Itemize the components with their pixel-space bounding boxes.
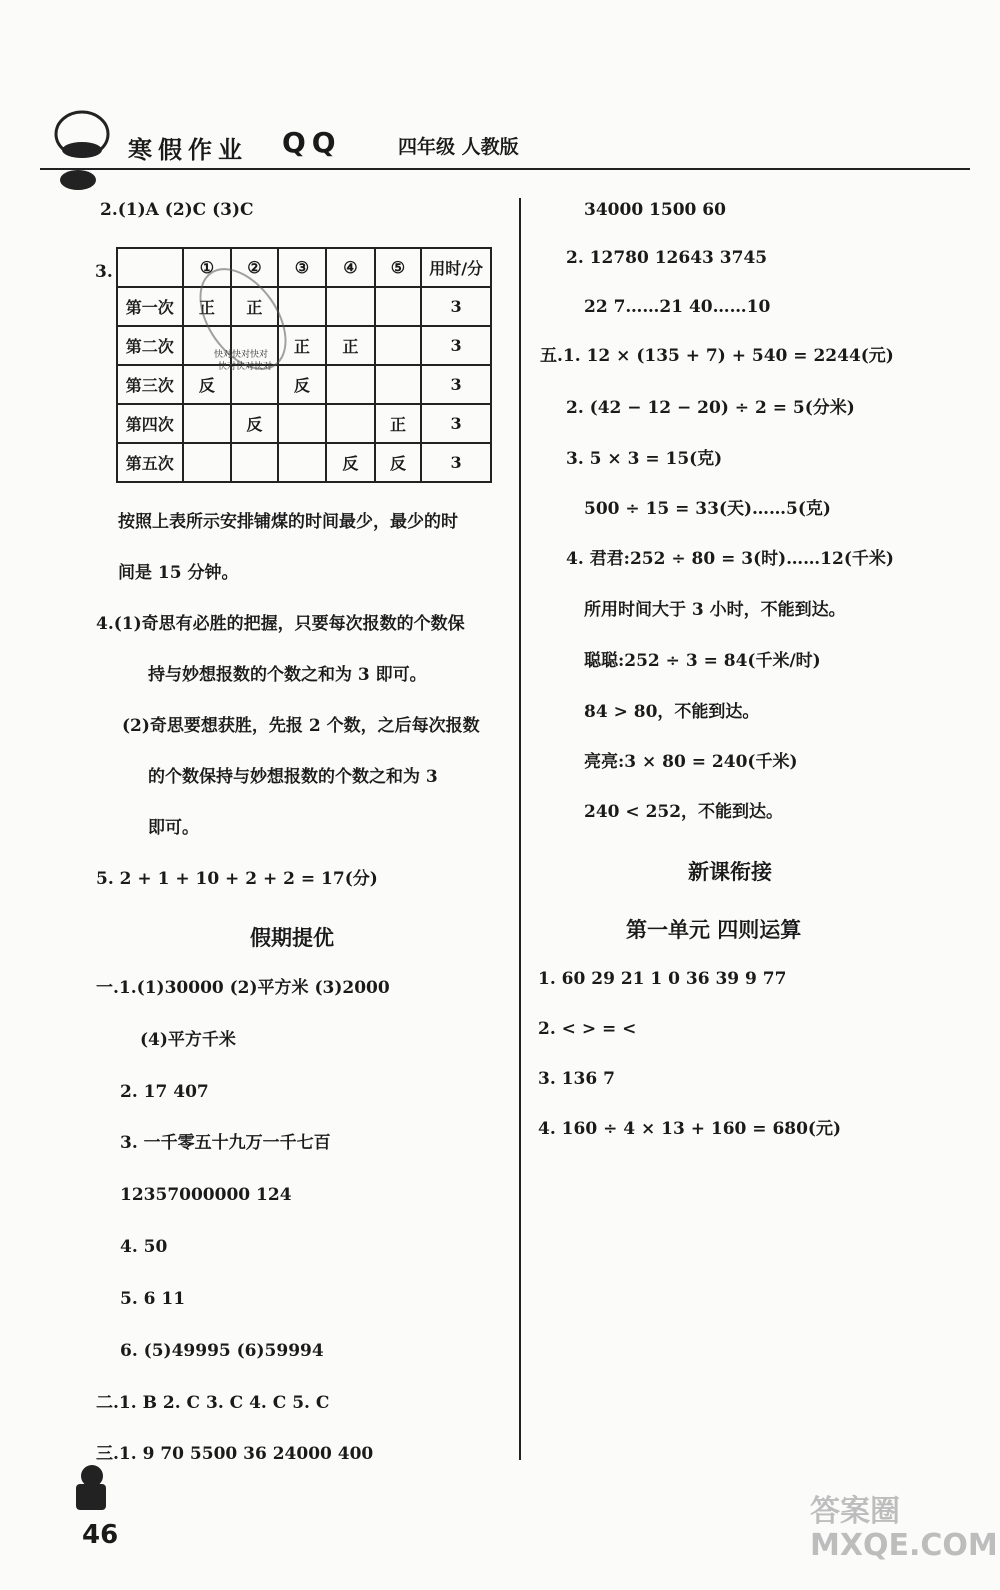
table-cell xyxy=(326,404,374,443)
header-rule xyxy=(40,168,970,170)
table-cell xyxy=(117,248,183,287)
series-title: 寒假作业 xyxy=(128,136,248,164)
table-cell: 第五次 xyxy=(117,443,183,482)
table-header-row xyxy=(117,248,491,287)
answer-line: 5. 2 + 1 + 10 + 2 + 2 = 17(分) xyxy=(96,869,378,889)
table-cell xyxy=(278,404,326,443)
table-cell: 第三次 xyxy=(117,365,183,404)
footer-figure xyxy=(70,1462,110,1512)
answer-line: 2. 12780 12643 3745 xyxy=(566,248,768,268)
table-cell: ④ xyxy=(326,248,374,287)
answer-line: 4. 160 ÷ 4 × 13 + 160 = 680(元) xyxy=(538,1119,842,1139)
header-logo xyxy=(48,100,116,192)
table-cell xyxy=(231,443,278,482)
answer-line: 持与妙想报数的个数之和为 3 即可。 xyxy=(148,665,427,685)
answer-line: 3. 一千零五十九万一千七百 xyxy=(120,1133,331,1153)
table-cell: ③ xyxy=(278,248,326,287)
answer-line: 3. 136 7 xyxy=(538,1069,615,1089)
table-cell xyxy=(375,287,422,326)
answer-line: 34000 1500 60 xyxy=(584,200,726,220)
table-cell: 反 xyxy=(231,404,278,443)
section-title-holiday: 假期提优 xyxy=(250,926,334,950)
table-cell: 反 xyxy=(278,365,326,404)
answer-line: 二.1. B 2. C 3. C 4. C 5. C xyxy=(96,1393,330,1413)
table-cell: 正 xyxy=(375,404,422,443)
answer-line: 3. 5 × 3 = 15(克) xyxy=(566,449,723,469)
table-cell: ① xyxy=(183,248,231,287)
answer-line: 一.1.(1)30000 (2)平方米 (3)2000 xyxy=(96,978,390,998)
unit-title: 第一单元 四则运算 xyxy=(626,918,802,942)
table-cell: 正 xyxy=(326,326,374,365)
answer-line: 12357000000 124 xyxy=(120,1185,292,1205)
answer-line: 500 ÷ 15 = 33(天)……5(克) xyxy=(584,499,831,519)
column-divider xyxy=(519,198,521,1460)
table-cell xyxy=(183,404,231,443)
stamp-text: 快对快对快对 xyxy=(214,350,269,360)
answer-line: 5. 6 11 xyxy=(120,1289,186,1309)
answer-line: 按照上表所示安排铺煤的时间最少，最少的时 xyxy=(118,512,458,532)
table-cell: ⑤ xyxy=(375,248,422,287)
answer-line: 6. (5)49995 (6)59994 xyxy=(120,1341,324,1361)
watermark-logo: 答案圈 MXQE.COM xyxy=(810,1494,998,1563)
table-cell: 正 xyxy=(183,287,231,326)
answer-q3-label: 3. xyxy=(95,262,113,282)
answer-line: 4. 君君:252 ÷ 80 = 3(时)……12(千米) xyxy=(566,549,894,569)
table-row xyxy=(117,287,491,326)
answer-q2: 2.(1)A (2)C (3)C xyxy=(100,200,254,220)
table-cell: 第一次 xyxy=(117,287,183,326)
table-cell xyxy=(278,287,326,326)
answer-line: 2. (42 − 12 − 20) ÷ 2 = 5(分米) xyxy=(566,398,855,418)
answer-line: 22 7……21 40……10 xyxy=(584,297,771,317)
answer-line: 即可。 xyxy=(148,818,199,838)
table-cell: 反 xyxy=(326,443,374,482)
answer-line: 五.1. 12 × (135 + 7) + 540 = 2244(元) xyxy=(540,346,894,366)
table-cell xyxy=(326,365,374,404)
section-title-new-course: 新课衔接 xyxy=(688,860,772,884)
schedule-table xyxy=(116,247,492,483)
table-cell xyxy=(375,326,422,365)
page-number: 46 xyxy=(82,1520,119,1550)
table-row xyxy=(117,326,491,365)
answer-line: 1. 60 29 21 1 0 36 39 9 77 xyxy=(538,969,787,989)
table-cell: 第四次 xyxy=(117,404,183,443)
table-cell: 用时/分 xyxy=(421,248,491,287)
answer-line: 三.1. 9 70 5500 36 24000 400 xyxy=(96,1444,374,1464)
answer-line: (4)平方千米 xyxy=(140,1030,236,1050)
table-cell xyxy=(375,365,422,404)
answer-line: 亮亮:3 × 80 = 240(千米) xyxy=(584,752,798,772)
answer-line: 2. < > = < xyxy=(538,1019,637,1039)
answer-line: 间是 15 分钟。 xyxy=(118,563,239,583)
table-row xyxy=(117,443,491,482)
stamp-text: 快对快对快对 xyxy=(218,362,273,372)
table-cell: ② xyxy=(231,248,278,287)
edition-label: 四年级 人教版 xyxy=(398,136,519,158)
table-cell: 3 xyxy=(421,443,491,482)
answer-line: 的个数保持与妙想报数的个数之和为 3 xyxy=(148,767,438,787)
table-cell: 第二次 xyxy=(117,326,183,365)
answer-line: 所用时间大于 3 小时，不能到达。 xyxy=(584,600,846,620)
table-cell: 3 xyxy=(421,404,491,443)
answer-line: 4. 50 xyxy=(120,1237,168,1257)
table-cell: 3 xyxy=(421,287,491,326)
table-cell: 3 xyxy=(421,365,491,404)
table-cell: 反 xyxy=(183,365,231,404)
answer-line: (2)奇思要想获胜，先报 2 个数，之后每次报数 xyxy=(122,716,480,736)
table-row xyxy=(117,365,491,404)
table-cell: 反 xyxy=(375,443,422,482)
table-cell xyxy=(278,443,326,482)
answer-line: 240 < 252，不能到达。 xyxy=(584,802,784,822)
answer-line: 聪聪:252 ÷ 3 = 84(千米/时) xyxy=(584,651,821,671)
table-row xyxy=(117,404,491,443)
answer-line: 84 > 80，不能到达。 xyxy=(584,702,760,722)
table-cell: 3 xyxy=(421,326,491,365)
answer-line: 4.(1)奇思有必胜的把握，只要每次报数的个数保 xyxy=(96,614,465,634)
table-cell xyxy=(326,287,374,326)
table-cell: 正 xyxy=(231,287,278,326)
logo-qq: QQ xyxy=(282,126,342,159)
answer-line: 2. 17 407 xyxy=(120,1082,209,1102)
table-cell: 正 xyxy=(278,326,326,365)
table-cell xyxy=(183,443,231,482)
